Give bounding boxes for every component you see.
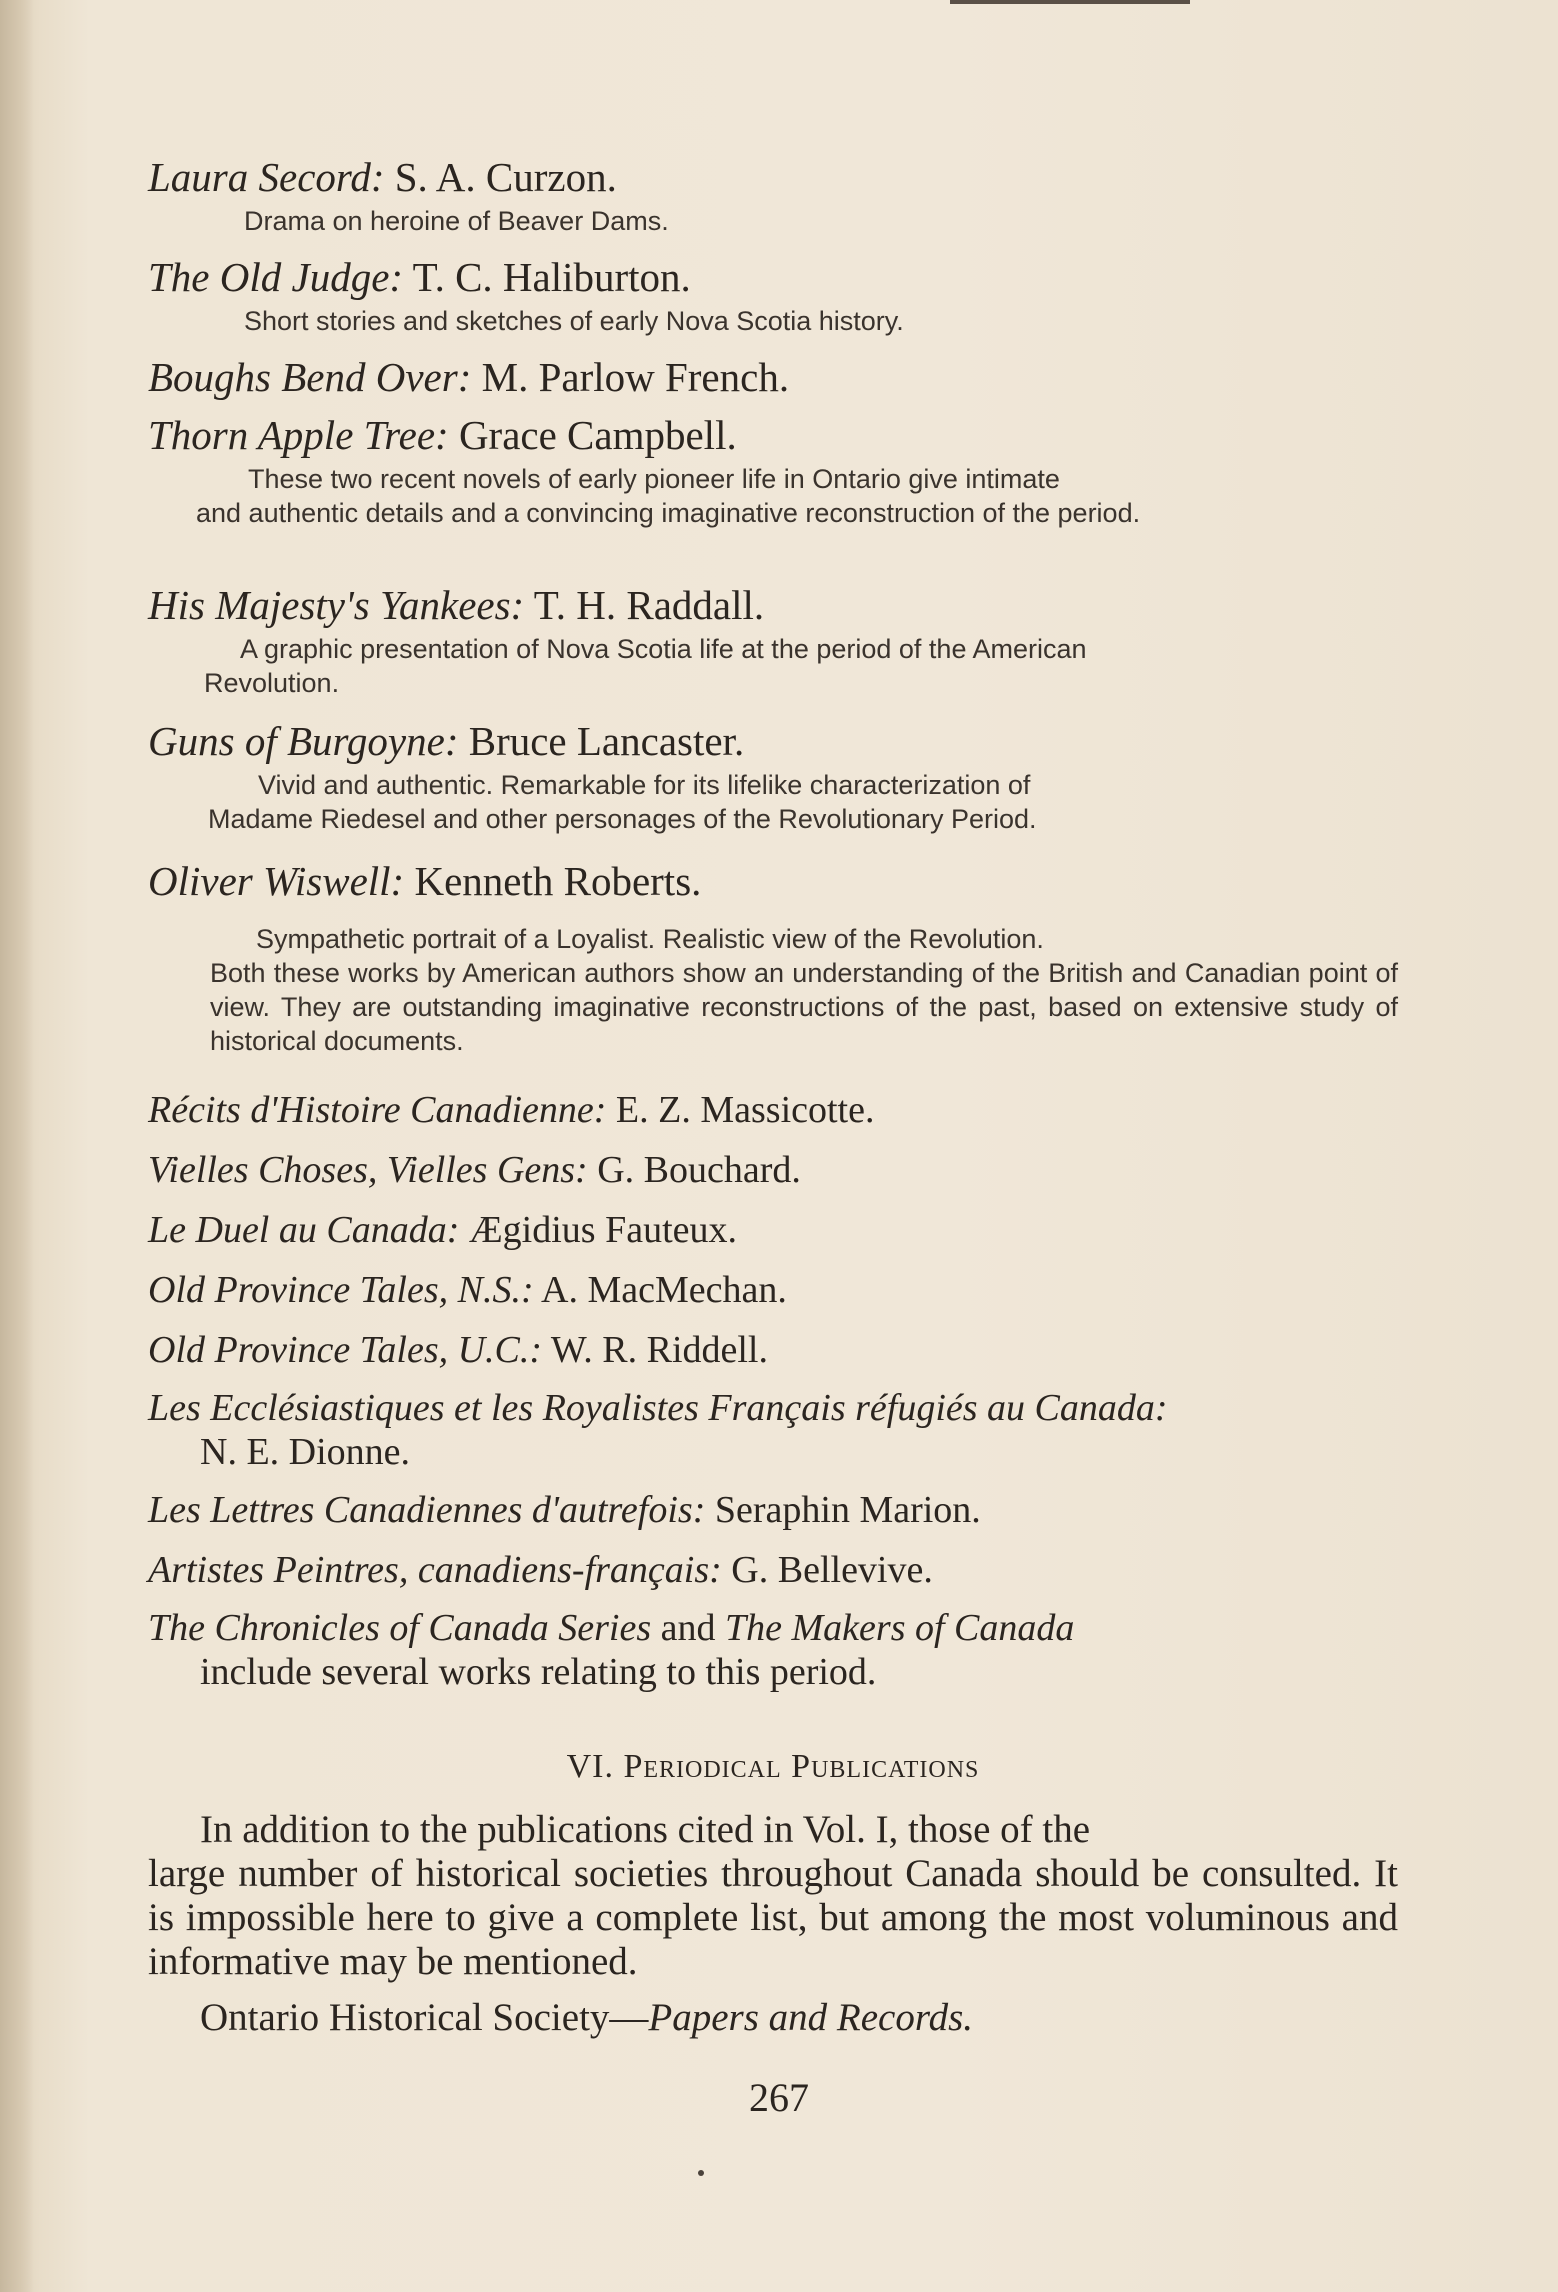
entry-author: T. H. Raddall. xyxy=(533,582,765,628)
description-rest: Madame Riedesel and other personages of the Revolutionary Period. xyxy=(208,804,1037,834)
entry-author: S. A. Curzon. xyxy=(394,154,617,200)
list-item xyxy=(148,1266,1398,1314)
list-item xyxy=(148,1546,1398,1594)
ink-dot xyxy=(698,2170,704,2176)
entry-guns-of-burgoyne xyxy=(148,714,1398,854)
list-item-long xyxy=(148,1386,1398,1474)
entry-title: Laura Secord: xyxy=(148,154,385,200)
list-item xyxy=(148,1326,1398,1374)
list-item xyxy=(148,1146,1398,1194)
list-item xyxy=(148,1206,1398,1254)
list-item xyxy=(148,1486,1398,1534)
entry-title: Le Duel au Canada: xyxy=(148,1209,460,1251)
list-item xyxy=(148,1086,1398,1134)
entry-author: A. MacMechan. xyxy=(541,1269,787,1311)
series-title-chronicles: The Chronicles of Canada Series xyxy=(148,1607,652,1649)
series-description: include several works relating to this period. xyxy=(200,1651,877,1693)
entry-title: Artistes Peintres, canadiens-français: xyxy=(148,1549,722,1591)
paragraph-first-line: In addition to the publications cited in Vol. I, those of the xyxy=(200,1808,1091,1851)
entry-laura-secord xyxy=(148,150,1398,250)
short-entry-list xyxy=(148,1086,1398,1694)
entry-author: E. Z. Massicotte. xyxy=(615,1089,875,1131)
entry-title: Boughs Bend Over: xyxy=(148,354,472,400)
entry-boughs-bend-over xyxy=(148,350,1398,408)
page-content xyxy=(148,150,1398,2040)
series-entry xyxy=(148,1606,1398,1694)
entry-his-majestys-yankees xyxy=(148,578,1398,714)
description-rest: and authentic details and a convincing imaginative reconstruction of the period. xyxy=(196,498,1141,528)
series-title-makers: The Makers of Canada xyxy=(725,1607,1075,1649)
society-line xyxy=(148,1996,1398,2040)
entry-title: Les Ecclésiastiques et les Royalistes Français réfugiés au Canada: xyxy=(148,1387,1168,1429)
society-publication: Papers and Records. xyxy=(648,1996,973,2039)
entry-title: Old Province Tales, U.C.: xyxy=(148,1329,543,1371)
entry-author: G. Bouchard. xyxy=(597,1149,801,1191)
entry-title: Vielles Choses, Vielles Gens: xyxy=(148,1149,588,1191)
society-name: Ontario Historical Society— xyxy=(200,1996,649,2039)
series-and: and xyxy=(660,1607,716,1649)
description-rest: Both these works by American authors show an understanding of the British and Canadian point of view. They are outstanding imaginative reconstructions of the past, based on extensive study of historical documents. xyxy=(210,958,1398,1056)
entry-description xyxy=(148,922,1398,1058)
top-rule xyxy=(950,0,1190,4)
entry-old-judge xyxy=(148,250,1398,350)
description-rest: Revolution. xyxy=(204,668,340,698)
entry-title: Guns of Burgoyne: xyxy=(148,718,459,764)
entry-description: Short stories and sketches of early Nova Scotia history. xyxy=(244,306,904,336)
entry-description xyxy=(148,462,1398,530)
entry-title: Récits d'Histoire Canadienne: xyxy=(148,1089,607,1131)
description-first-line: These two recent novels of early pioneer life in Ontario give intimate xyxy=(248,464,1060,494)
section-heading: VI. Periodical Publications xyxy=(566,1748,980,1785)
entry-title: Thorn Apple Tree: xyxy=(148,412,449,458)
entry-description xyxy=(148,632,1398,700)
description-first-line: Sympathetic portrait of a Loyalist. Realistic view of the Revolution. xyxy=(256,924,1044,954)
entry-author: Seraphin Marion. xyxy=(714,1489,981,1531)
paragraph-rest: large number of historical societies throughout Canada should be consulted. It is impossible here to give a complete list, but among the most voluminous and informative may be mentioned. xyxy=(148,1852,1398,1983)
entry-author: Ægidius Fauteux. xyxy=(468,1209,737,1251)
entry-author: Bruce Lancaster. xyxy=(468,718,745,764)
entry-title: His Majesty's Yankees: xyxy=(148,582,525,628)
entry-title: Old Province Tales, N.S.: xyxy=(148,1269,534,1311)
entry-author: Grace Campbell. xyxy=(458,412,737,458)
entry-author: Kenneth Roberts. xyxy=(414,858,702,904)
entry-author: M. Parlow French. xyxy=(481,354,790,400)
entry-title: Oliver Wiswell: xyxy=(148,858,405,904)
entry-oliver-wiswell xyxy=(148,854,1398,1082)
entry-author: N. E. Dionne. xyxy=(200,1431,411,1473)
entry-thorn-apple-tree xyxy=(148,408,1398,578)
description-first-line: Vivid and authentic. Remarkable for its lifelike characterization of xyxy=(258,770,1031,800)
entry-author: W. R. Riddell. xyxy=(550,1329,768,1371)
page-number: 267 xyxy=(749,2075,809,2120)
entry-description: Drama on heroine of Beaver Dams. xyxy=(244,206,669,236)
book-spine-shadow xyxy=(0,0,34,2292)
description-first-line: A graphic presentation of Nova Scotia life at the period of the American xyxy=(240,634,1087,664)
entry-title: The Old Judge: xyxy=(148,254,404,300)
entry-title: Les Lettres Canadiennes d'autrefois: xyxy=(148,1489,706,1531)
entry-author: G. Bellevive. xyxy=(731,1549,933,1591)
body-paragraph xyxy=(148,1808,1398,1984)
entry-description xyxy=(148,768,1398,836)
entry-author: T. C. Haliburton. xyxy=(412,254,691,300)
